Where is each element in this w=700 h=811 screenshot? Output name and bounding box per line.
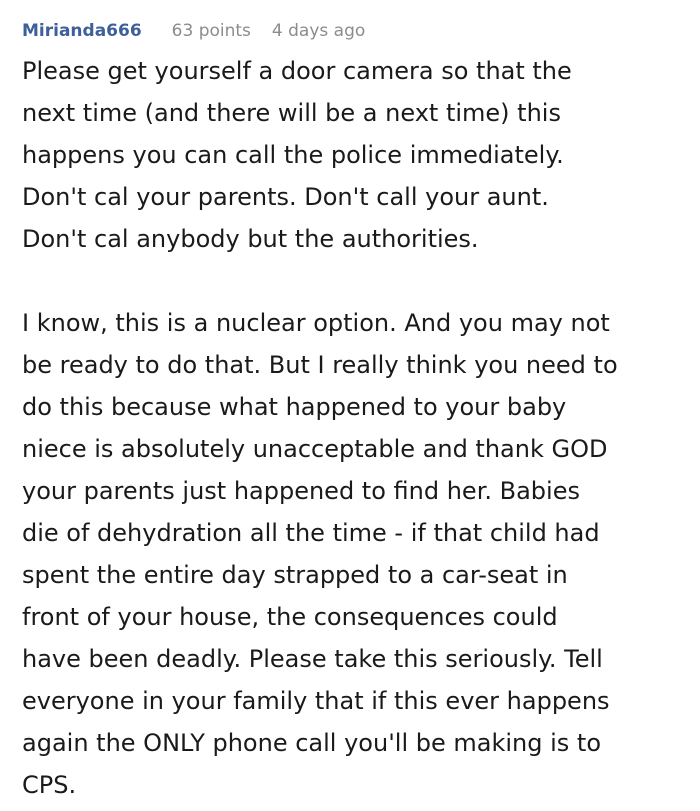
comment-line: Don't cal your parents. Don't call your aunt.: [22, 183, 549, 211]
comment-line: have been deadly. Please take this seriously. Tell: [22, 645, 603, 673]
points-count: 63 points: [171, 21, 251, 41]
comment-line: next time (and there will be a next time) this: [22, 99, 561, 127]
comment-line: die of dehydration all the time - if that child had: [22, 519, 600, 547]
comment-line: be ready to do that. But I really think you need to: [22, 351, 618, 379]
comment-line: happens you can call the police immediately.: [22, 141, 564, 169]
username-link[interactable]: Mirianda666: [22, 21, 142, 41]
comment-timestamp: 4 days ago: [271, 21, 366, 41]
comment-line: niece is absolutely unacceptable and thank GOD: [22, 435, 608, 463]
comment-line: CPS.: [22, 771, 77, 799]
comment-line: again the ONLY phone call you'll be making is to: [22, 729, 601, 757]
comment-meta: [22, 18, 682, 44]
comment-line: your parents just happened to find her. Babies: [22, 477, 580, 505]
comment-paragraph: [22, 302, 682, 806]
comment-line: do this because what happened to your baby: [22, 393, 567, 421]
comment-paragraph: [22, 50, 682, 260]
comment-line: Don't cal anybody but the authorities.: [22, 225, 479, 253]
comment-line: everyone in your family that if this ever happens: [22, 687, 610, 715]
comment-body: [22, 50, 682, 806]
comment-line: front of your house, the consequences could: [22, 603, 558, 631]
comment-line: I know, this is a nuclear option. And you may not: [22, 309, 610, 337]
comment: [22, 18, 682, 806]
comment-line: spent the entire day strapped to a car-seat in: [22, 561, 568, 589]
comment-line: Please get yourself a door camera so that the: [22, 57, 572, 85]
